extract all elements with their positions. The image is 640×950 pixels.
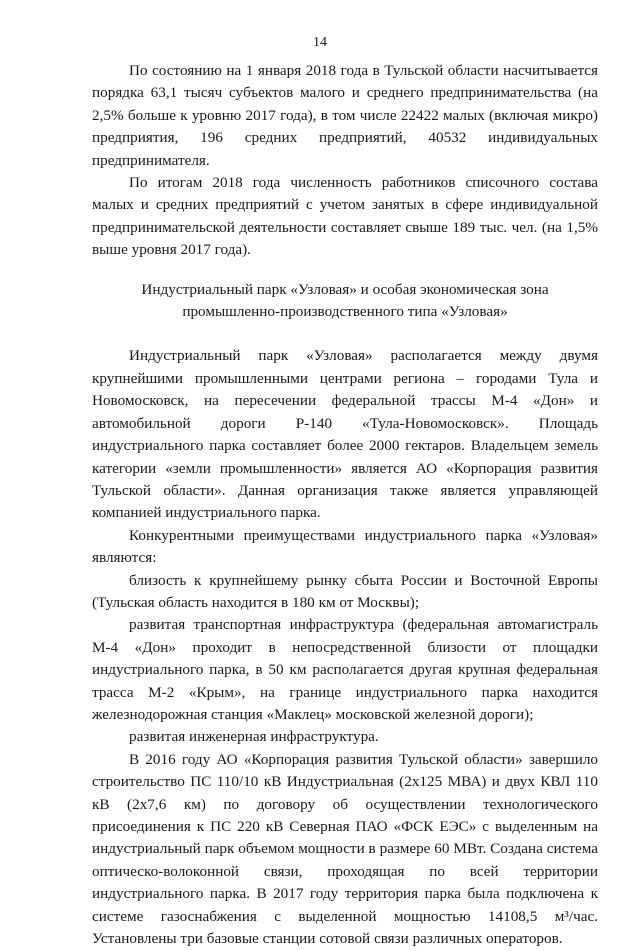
list-item-engineering: развитая инженерная инфраструктура.	[129, 728, 379, 746]
section-heading	[92, 279, 598, 324]
list-item-transport: развитая транспортная инфраструктура (федеральная автомагистраль М-4 «Дон» проходит в непосредственной близости от площадки индустриального парка, в 50 км располагается другая крупная федеральная трасса М-2 «Крым», на границе индустриального парка находится железнодорожная станция «Маклец» московской железной дороги);	[92, 616, 598, 723]
paragraph-enterprises-count: По состоянию на 1 января 2018 года в Тульской области насчитывается порядка 63,1 тысяч субъектов малого и среднего предпринимательства (на 2,5% больше к уровню 2017 года), в том числе 22422 малых (включая микро) предприятия, 196 средних предприятий, 40532 индивидуальных предпринимателя.	[92, 62, 598, 169]
paragraph-advantages-intro: Конкурентными преимуществами индустриального парка «Узловая» являются:	[92, 526, 598, 567]
page-number: 14	[313, 35, 327, 50]
section-heading-line-2: промышленно-производственного типа «Узловая»	[182, 303, 508, 321]
section-heading-line-1: Индустриальный парк «Узловая» и особая экономическая зона	[141, 280, 549, 298]
paragraph-employees-count: По итогам 2018 года численность работников списочного состава малых и средних предприятий с учетом занятых в сфере индивидуальной предпринимательской деятельности составляет свыше 189 тыс. чел. (на 1,5% выше уровня 2017 года).	[92, 174, 598, 259]
paragraph-park-location: Индустриальный парк «Узловая» располагается между двумя крупнейшими промышленными центрами региона – городами Тула и Новомосковск, на пересечении федеральной трассы М-4 «Дон» и автомобильной дороги Р-140 «Тула-Новомосковск». Площадь индустриального парка составляет более 2000 гектаров. Владельцем земель категории «земли промышленности» является АО «Корпорация развития Тульской области». Данная организация также является управляющей компанией индустриального парка.	[92, 347, 598, 522]
document-body	[92, 60, 598, 950]
paragraph-infrastructure-2016: В 2016 году АО «Корпорация развития Тульской области» завершило строительство ПС 110/10 кВ Индустриальная (2х125 МВА) и двух КВЛ 110 кВ (2х7,6 км) по договору об осуществлении технологического присоединения к ПС 220 кВ Северная ПАО «ФСК ЕЭС» с выделенным на индустриальный парк объемом мощности в размере 60 МВт. Создана система оптическо-волоконной связи, проходящая по всей территории индустриального парка. В 2017 году территория парка была подключена к системе газоснабжения с выделенной мощностью 14108,5 м³/час. Установлены три базовые станции сотовой связи различных операторов.	[92, 750, 598, 948]
list-item-market-proximity: близость к крупнейшему рынку сбыта России и Восточной Европы (Тульская область находится в 180 км от Москвы);	[92, 571, 598, 611]
